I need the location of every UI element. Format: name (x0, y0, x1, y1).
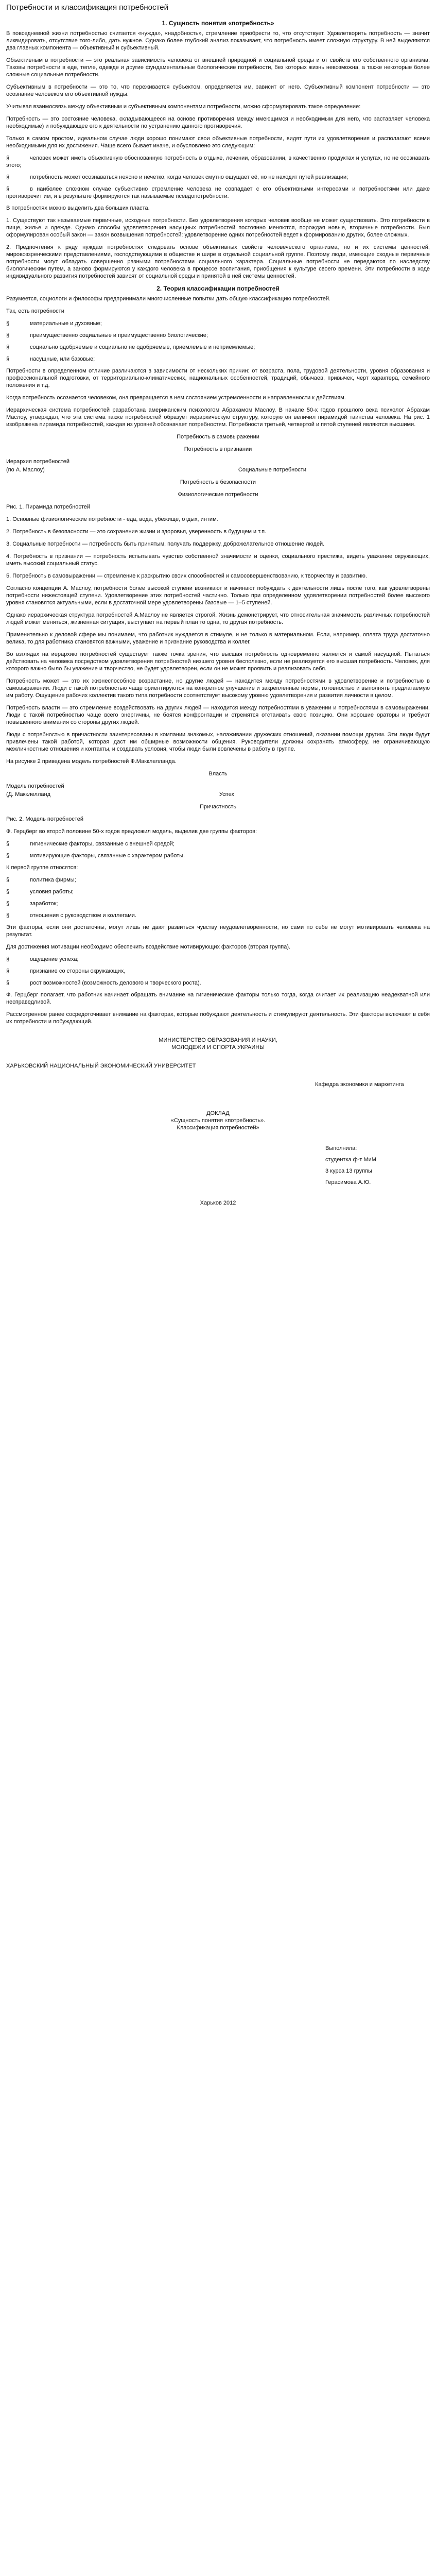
paragraph: Потребность — это состояние человека, складывающееся на основе противоречия между имеющимся и необходимым для него, что заставляет человека необходимые) и побуждающее его к деятельности по устранению данного противоречия. (6, 116, 430, 129)
section1-body (6, 30, 430, 280)
numbered-item: 1. Основные физиологические потребности - еда, вода, убежище, отдых, интим. (6, 516, 218, 522)
ministry-line: МИНИСТЕРСТВО ОБРАЗОВАНИЯ И НАУКИ, (159, 1037, 277, 1043)
bullet-icon: § (6, 912, 10, 919)
list-item: § мотивирующие факторы, связанные с характером работы. (6, 853, 185, 859)
figure-label: Иерархия потребностей (6, 459, 70, 465)
paragraph: Разумеется, социологи и философы предпринимали многочисленные попытки дать общую классификацию потребностей. (6, 296, 331, 302)
paragraph: Эти факторы, если они достаточны, могут лишь не дают развиться чувству неудовлетворенности, но сами по себе не могут мотивировать человека на результат. (6, 924, 430, 938)
paragraph: Потребность власти — это стремление воздействовать на других людей — находится между потребностями в уважении и потребностями в самовыражении. Люди с такой потребностью чаще всего энергичны, не боятся конфронтации и стремятся отстаивать свою позицию. Они хорошие ораторы и требуют повышенного внимания со стороны других людей. (6, 705, 430, 725)
bullet-icon: § (6, 320, 10, 327)
bullet-icon: § (6, 356, 10, 362)
paragraph: Так, есть потребности (6, 308, 64, 314)
figure-label: Успех (219, 791, 234, 798)
document-page (0, 0, 436, 1209)
topic-line: «Сущность понятия «потребность». (170, 1117, 266, 1124)
student-name: Герасимова А.Ю. (325, 1179, 371, 1185)
list-item: § социально одобряемые и социально не одобряемые, приемлемые и неприемлемые; (6, 344, 255, 350)
list-item: § условия работы; (6, 889, 74, 895)
figure-caption: Рис. 2. Модель потребностей (6, 816, 84, 822)
numbered-item: 4. Потребность в признании — потребность испытывать чувство собственной значимости и оценки, социального престижа, видеть уважение окружающих, иметь высокий социальный статус. (6, 553, 430, 567)
list-item: § материальные и духовные; (6, 320, 102, 327)
list-item: § в наиболее сложном случае субъективно стремление человека не совпадает с его объективными интересами и потребностями или даже противоречит им, и в результате формируются так называемые псевдопотребности. (6, 186, 430, 199)
bullet-icon: § (6, 980, 10, 986)
paragraph: Потребность может — это их жизнеспособное возрастание, но другие людей — находится между потребностями в удовлетворение и потребностью в самовыражении. Люди с такой потребностью чаще ориентируются на конкретное улучшение и закрепленные нормы, готовностью и выполнять предлагаемую им работу. Ощущение рабочих коллектив такого типа потребности соответствует высокому уровню удовлетворения и развития личности в целом. (6, 678, 430, 699)
bullet-icon: § (6, 155, 10, 161)
list-item: § отношения с руководством и коллегами. (6, 912, 137, 919)
student-line: студентка ф-т МиМ (325, 1157, 376, 1163)
paragraph: 2. Предпочтения к ряду нуждам потребностях следовать основе объективных свойств человеческого организма, но и их системы ценностей, мировоззренческими представлениями, господствующими в обществе и шире в отдельной социальной группе. Поэтому люди, имеющие сходные первичные потребности могут обладать совершенно разными потребностями социального характера. Социальные потребности не передаются по наследству биологическим путем, а заново формируются у каждого человека в процессе воспитания, приобщения к культуре своего времени. Эти потребности в ходе индивидуального развития потребностей зависят от социальной среды и принятой в ней системы ценностей. (6, 244, 430, 279)
figure-label: Потребность в безопасности (180, 479, 256, 485)
paragraph: Применительно к деловой сфере мы понимаем, что работник нуждается в стимуле, и не только в материальном. Если, например, оплата труда достаточно велика, то для работника становятся важными, уважение и признание руководства и коллег. (6, 632, 430, 645)
figure-mcclelland (6, 770, 430, 823)
performed-label: Выполнила: (325, 1145, 357, 1151)
paragraph: В повседневной жизни потребностью считается «нужда», «надобность», стремление приобрести то, что отсутствует. Удовлетворить потребность — значит ликвидировать, отсутствие того-либо, дать нужное. Однако более глубокий анализ показывает, что потребность имеет сложную структуру. В ней выделяются два главных компонента — объективный и субъективный. (6, 30, 430, 51)
section1-heading: 1. Сущность понятия «потребность» (162, 20, 274, 27)
topic-line: Классификация потребностей» (177, 1125, 259, 1131)
figure-label: Модель потребностей (6, 783, 64, 789)
paragraph: К первой группе относятся: (6, 865, 78, 871)
list-item: § потребность может осознаваться неясно и нечетко, когда человек смутно ощущает её, но не находит путей реализации; (6, 174, 348, 180)
paragraph: Потребности в определенном отличие различаются в зависимости от нескольких причин: от возраста, пола, трудовой деятельности, уровня образования и профессиональной подготовки, от территориально-климатических, национальных особенностей, традиций, обычаев, привычек, черт характера, семейного положения и т.д. (6, 368, 430, 388)
department-name: Кафедра экономики и маркетинга (315, 1081, 404, 1088)
list-item: § насущные, или базовые; (6, 356, 95, 362)
numbered-item: 5. Потребность в самовыражении — стремление к раскрытию своих способностей и самосовершенствованию, к творчеству и развитию. (6, 573, 367, 579)
numbered-item: 2. Потребность в безопасности — это сохранение жизни и здоровья, уверенность в будущем и т.п. (6, 529, 267, 535)
figure-label: Причастность (199, 804, 237, 810)
bullet-icon: § (6, 889, 10, 895)
document-title: Потребности и классификация потребностей (6, 3, 168, 12)
figure-label: (Д. Макклелланд (6, 791, 50, 798)
bullet-icon: § (6, 174, 10, 180)
figure-caption: Рис. 1. Пирамида потребностей (6, 504, 91, 510)
figure-label: Физиологические потребности (178, 492, 258, 498)
figure-label: Социальные потребности (238, 467, 306, 473)
bullet-icon: § (6, 901, 10, 907)
paragraph: Согласно концепции А. Маслоу, потребности более высокой ступени возникают и начинают побуждать к деятельности лишь после того, как удовлетворены потребности нижестоящей ступени. Удовлетворение этих потребностей частично. Только при определенном удовлетворении потребностей более высокого уровня становятся актуальными, если в достаточной мере удовлетворены базовые — 1–5 ступеней. (6, 585, 430, 606)
section2-body (6, 295, 430, 1025)
bullet-icon: § (6, 877, 10, 883)
paragraph: Однако иерархическая структура потребностей А.Маслоу не является строгой. Жизнь демонстрирует, что относительная значимость различных потребностей людей может меняться, жизненная ситуация, выступает на первый план то одна, то другая потребность. (6, 612, 430, 625)
list-item: § человек может иметь объективную обоснованную потребность в отдыхе, лечении, образовании, в качественно продуктах и услугах, но не осознавать этого; (6, 155, 430, 168)
city-year: Харьков 2012 (200, 1200, 236, 1206)
list-item: § признание со стороны окружающих, (6, 968, 126, 974)
paragraph: На рисунке 2 приведена модель потребностей Ф.Макклелланда. (6, 758, 177, 765)
paragraph: Во взглядах на иерархию потребностей существует также точка зрения, что высшая потребность одновременно является и самой насущной. Пытаться действовать на человека посредством удовлетворения потребностей низшего уровня бесполезно, если не реализуется его высшая потребность. Человек, для которого важно было бы уважение и творчество, не будет удовлетворен, если он не может проявить и реализовать себя. (6, 651, 430, 672)
paragraph: Ф. Герцберг во второй половине 50-х годов предложил модель, выделив две группы факторов: (6, 828, 257, 835)
figure-label: Потребность в признании (184, 446, 252, 452)
list-item: § преимущественно социальные и преимущественно биологические; (6, 332, 208, 338)
list-item: § рост возможностей (возможность делового и творческого роста). (6, 980, 201, 986)
ministry-line: МОЛОДЕЖИ И СПОРТА УКРАИНЫ (171, 1044, 265, 1050)
bullet-icon: § (6, 956, 10, 962)
figure-pyramid (6, 433, 430, 511)
list-item: § ощущение успеха; (6, 956, 79, 962)
paragraph: Люди с потребностью в причастности заинтересованы в компании знакомых, налаживании дружеских отношений, оказании помощи другим. Эти люди будут привлечены такой работой, которая даст им обширные возможности общения. Руководители должны сохранять атмосферу, не ограничивающую межличностные отношения и контакты, и создавать условия, чтобы люди были вовлечены в работу в группе. (6, 732, 430, 752)
list-item: § политика фирмы; (6, 877, 76, 883)
paragraph: Рассмотренное ранее сосредоточивает внимание на факторах, которые побуждают деятельность и стимулируют деятельность. Эти факторы включают в себя их потребности и побуждающий. (6, 1011, 430, 1025)
paragraph: Учитывая взаимосвязь между объективным и субъективным компонентами потребности, можно сформулировать такое определение: (6, 104, 361, 110)
paragraph: Субъективным в потребности — это то, что переживается субъектом, определяется им, зависит от него. Субъективный компонент потребности — это осознание человеком его объективной нужды. (6, 84, 430, 97)
paragraph: Иерархическая система потребностей разработана американским психологом Абрахамом Маслоу. В начале 50-х годов прошлого века психолог Абрахам Маслоу, утверждал, что эта система также потребностей образует иерархическую структуру, которую он величил пирамидой таинства человека. На рис. 1 изображена пирамида потребностей, каждая из уровней обозначает потребностям. Потребности третьей, четвертой и пятой ступеней являются высшими. (6, 407, 430, 428)
figure-label: Власть (208, 771, 228, 777)
bullet-icon: § (6, 968, 10, 974)
figure-label: Потребность в самовыражении (177, 434, 259, 440)
paragraph: Когда потребность осознается человеком, она превращается в нем состоянием устремленности и направленности к действиям. (6, 395, 346, 401)
bullet-icon: § (6, 841, 10, 847)
list-item: § заработок; (6, 901, 58, 907)
figure-label: (по А. Маслоу) (6, 467, 45, 473)
paragraph: В потребностях можно выделить два больших пласта. (6, 205, 150, 211)
bullet-icon: § (6, 344, 10, 350)
section2-heading: 2. Теория классификации потребностей (156, 285, 280, 292)
course-line: 3 курса 13 группы (325, 1168, 372, 1174)
bullet-icon: § (6, 332, 10, 338)
paragraph: 1. Существуют так называемые первичные, исходные потребности. Без удовлетворения которых человек вообще не может существовать. Это потребности в пище, жилье и одежде. Однако способы удовлетворения насущных потребностей постоянно меняются, порождая новые, вторичные потребности. Был сформулирован особый закон — закон возвышения потребностей: удовлетворение одних потребностей ведет к формированию других, более сложных. (6, 217, 430, 238)
list-item: § гигиенические факторы, связанные с внешней средой; (6, 841, 175, 847)
university-name: ХАРЬКОВСКИЙ НАЦИОНАЛЬНЫЙ ЭКОНОМИЧЕСКИЙ УНИВЕРСИТЕТ (6, 1063, 196, 1069)
bullet-icon: § (6, 186, 10, 192)
paragraph: Для достижения мотивации необходимо обеспечить воздействие мотивирующих факторов (вторая группа). (6, 944, 291, 950)
doc-type: ДОКЛАД (206, 1110, 230, 1116)
paragraph: Только в самом простом, идеальном случае люди хорошо понимают свои объективные потребности, видят пути их удовлетворения и располагают всеми необходимыми для их достижения. Чаще всего бывает иначе, и обусловлено это следующим: (6, 135, 430, 149)
title-page (6, 1037, 430, 1207)
numbered-item: 3. Социальные потребности — потребность быть принятым, получать поддержку, доброжелательное отношение людей. (6, 541, 325, 547)
bullet-icon: § (6, 853, 10, 859)
paragraph: Объективным в потребности — это реальная зависимость человека от внешней природной и социальной среды и от свойств его собственного организма. Таковы потребности в еде, тепле, одежде и другие фундаментальные биологические потребности, без которых жизнь невозможна, а также некоторые более сложные социальные потребности. (6, 57, 430, 78)
paragraph: Ф. Герцберг полагает, что работник начинает обращать внимание на гигиенические факторы только тогда, когда считает их реализацию неадекватной или несправедливой. (6, 992, 430, 1005)
